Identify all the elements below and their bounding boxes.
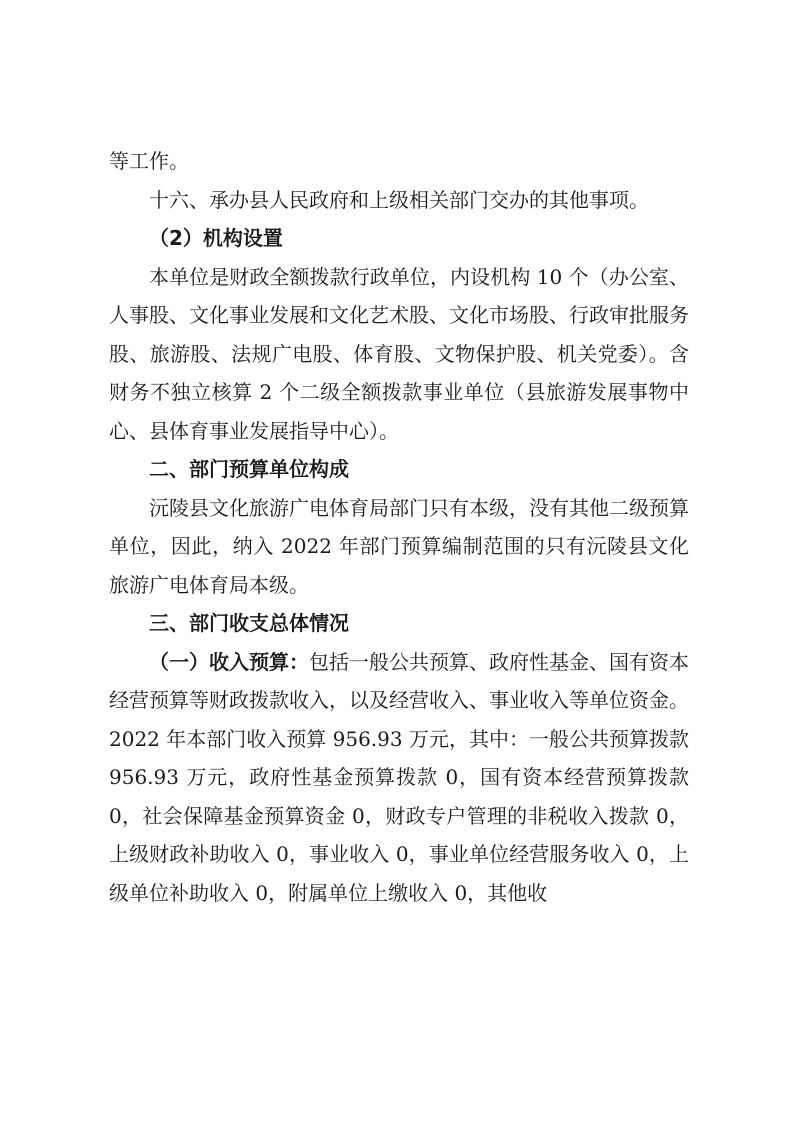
paragraph-continuation: 等工作。 [109, 149, 189, 173]
heading-revenue-expenditure: 三、部门收支总体情况 [149, 611, 349, 635]
document-body [109, 142, 689, 912]
heading-org-setup: （2）机构设置 [149, 226, 283, 250]
paragraph-org-setup: 本单位是财政全额拨款行政单位，内设机构 10 个（办公室、人事股、文化事业发展和文化艺术股、文化市场股、行政审批服务股、旅游股、法规广电股、体育股、文物保护股、机关党委）。含财务不独立核算 2 个二级全额拨款事业单位（县旅游发展事物中心、县体育事业发展指导中心）。 [109, 264, 689, 443]
paragraph-budget-units: 沅陵县文化旅游广电体育局部门只有本级，没有其他二级预算单位，因此，纳入 2022 年部门预算编制范围的只有沅陵县文化旅游广电体育局本级。 [109, 495, 689, 597]
paragraph-item-16: 十六、承办县人民政府和上级相关部门交办的其他事项。 [149, 187, 649, 212]
revenue-budget-label: （一）收入预算： [149, 649, 309, 674]
revenue-budget-text: 包括一般公共预算、政府性基金、国有资本经营预算等财政拨款收入，以及经营收入、事业收入等单位资金。2022 年本部门收入预算 956.93 万元，其中：一般公共预算拨款 956.93 万元，政府性基金预算拨款 0，国有资本经营预算拨款 0，社会保障基金预算资金 0，财政专户管理的非税收入拨款 0，上级财政补助收入 0，事业收入 0，事业单位经营服务收入 0，上级单位补助收入 0，附属单位上缴收入 0，其他收 [109, 649, 689, 905]
heading-budget-units: 二、部门预算单位构成 [149, 457, 349, 481]
paragraph-revenue-budget [109, 643, 689, 913]
